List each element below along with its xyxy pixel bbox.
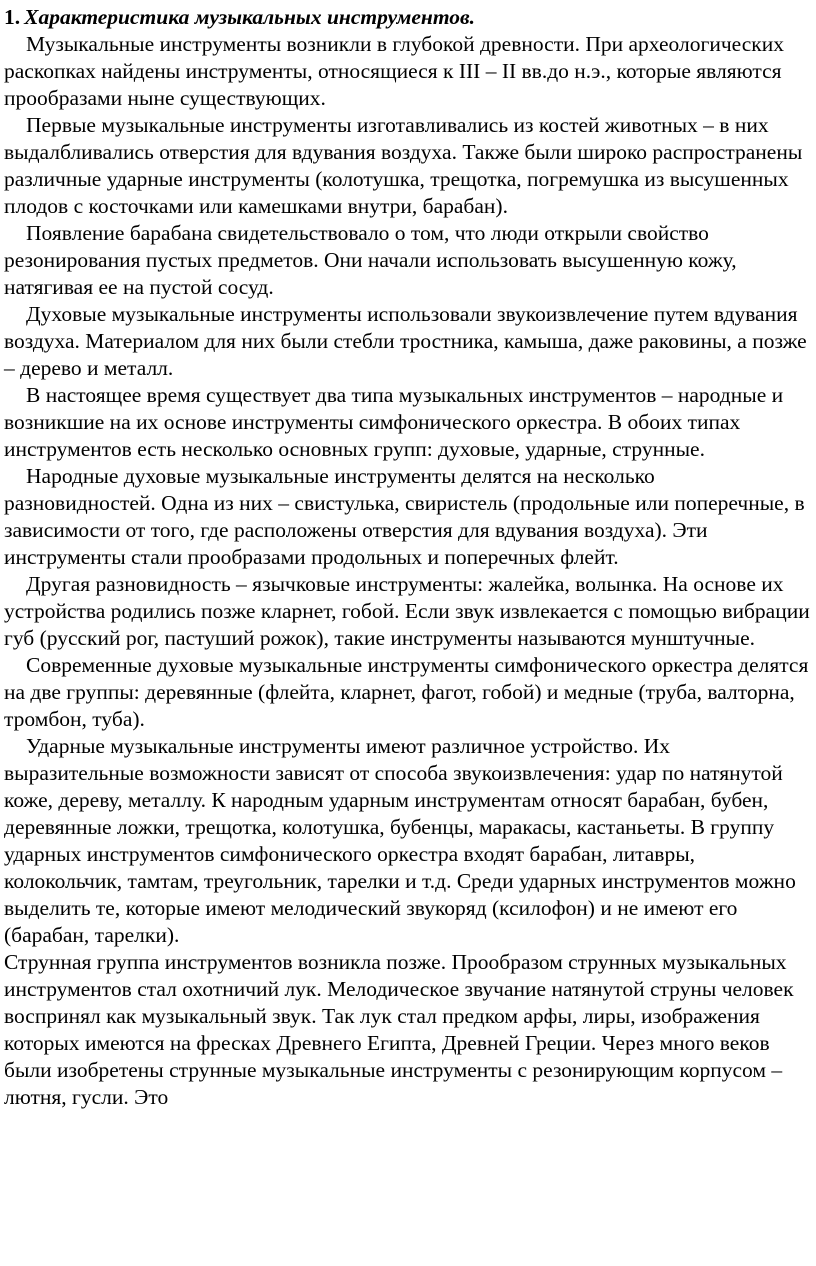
paragraph-modern-wind: Современные духовые музыкальные инструменты симфонического оркестра делятся на две группы: деревянные (флейта, кларнет, фагот, гобой) и медные (труба, валторна, тромбон, туба). — [4, 653, 809, 731]
section-number: 1. — [4, 5, 21, 29]
paragraph-percussion: Ударные музыкальные инструменты имеют различное устройство. Их выразительные возможности зависят от способа звукоизвлечения: удар по натянутой коже, дереву, металлу. К народным ударным инструментам относят барабан, бубен, деревянные ложки, трещотка, колотушка, бубенцы, маракасы, кастаньеты. В группу ударных инструментов симфонического оркестра входят барабан, литавры, колокольчик, тамтам, треугольник, тарелки и т.д. Среди ударных инструментов можно выделить те, которые имеют мелодический звукоряд (ксилофон) и не имеют его (барабан, тарелки). — [4, 734, 796, 947]
paragraph-wind: Духовые музыкальные инструменты использовали звукоизвлечение путем вдувания воздуха. Материалом для них были стебли тростника, камыша, даже раковины, а позже – дерево и металл. — [4, 302, 807, 380]
paragraph-types: В настоящее время существует два типа музыкальных инструментов – народные и возникшие на их основе инструменты симфонического оркестра. В обоих типах инструментов есть несколько основных групп: духовые, ударные, струнные. — [4, 383, 784, 461]
paragraph-origins: Музыкальные инструменты возникли в глубокой древности. При археологических раскопках найдены инструменты, относящиеся к III – II вв.до н.э., которые являются прообразами ныне существующих. — [4, 32, 784, 110]
section-heading — [4, 4, 810, 31]
section-title: Характеристика музыкальных инструментов. — [24, 5, 475, 29]
paragraph-reed: Другая разновидность – язычковые инструменты: жалейка, волынка. На основе их устройства родились позже кларнет, гобой. Если звук извлекается с помощью вибрации губ (русский рог, пастуший рожок), такие инструменты называются мунштучные. — [4, 572, 810, 650]
paragraph-folk-wind: Народные духовые музыкальные инструменты делятся на несколько разновидностей. Одна из них – свистулька, свиристель (продольные или поперечные, в зависимости от того, где расположены отверстия для вдувания воздуха). Эти инструменты стали прообразами продольных и поперечных флейт. — [4, 464, 805, 569]
paragraph-first-instruments: Первые музыкальные инструменты изготавливались из костей животных – в них выдалбливались отверстия для вдувания воздуха. Также были широко распространены различные ударные инструменты (колотушка, трещотка, погремушка из высушенных плодов с косточками или камешками внутри, барабан). — [4, 113, 803, 218]
paragraph-strings: Струнная группа инструментов возникла позже. Прообразом струнных музыкальных инструментов стал охотничий лук. Мелодическое звучание натянутой струны человек воспринял как музыкальный звук. Так лук стал предком арфы, лиры, изображения которых имеются на фресках Древнего Египта, Древней Греции. Через много веков были изобретены струнные музыкальные инструменты с резонирующим корпусом – лютня, гусли. Это — [4, 950, 794, 1109]
paragraph-drum: Появление барабана свидетельствовало о том, что люди открыли свойство резонирования пустых предметов. Они начали использовать высушенную кожу, натягивая ее на пустой сосуд. — [4, 221, 737, 299]
